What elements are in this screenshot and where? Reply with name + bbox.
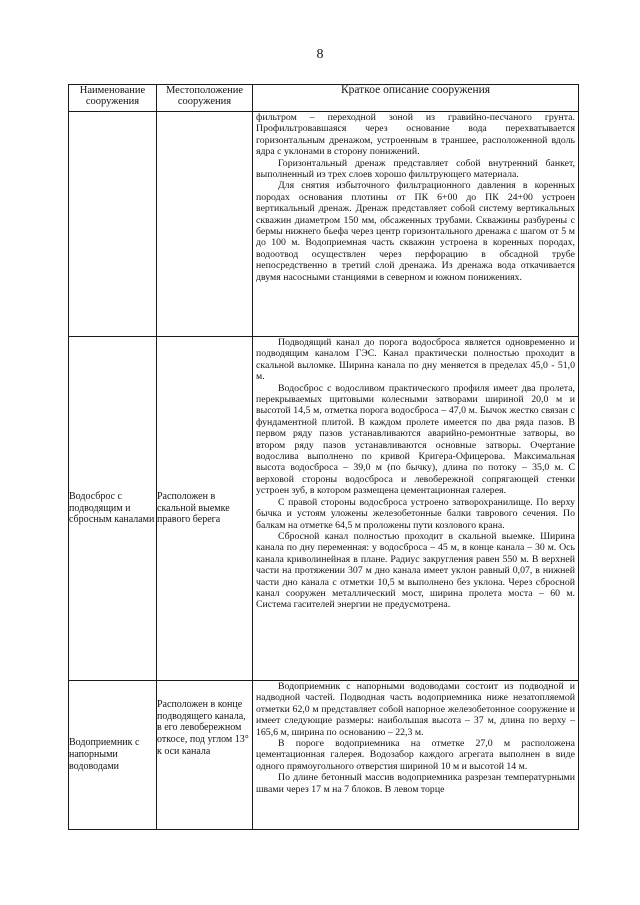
table-row [69,337,579,681]
table-row [69,681,579,830]
structure-description [253,337,579,681]
structure-description [253,112,579,337]
header-location: Местоположение сооружения [157,85,253,112]
description-paragraph: фильтром – переходной зоной из гравийно-песчаного грунта. Профильтровавшаяся через основание вода перехватывается горизонтальным дренажом, устроенным в траншее, расположенной вдоль ядра с уклонами в сторону понижений. [256,112,575,158]
structure-name [69,112,157,337]
description-paragraph: Горизонтальный дренаж представляет собой внутренний банкет, выполненный из трех слоев хорошо фильтрующего материала. [256,157,575,181]
description-paragraph: Сбросной канал полностью проходит в скальной выемке. Ширина канала по дну переменная: у водосброса – 45 м, в конце канала – 30 м. Ось канала криволинейная в плане. Радиус закругления равен 550 м. В верхней части на протяжении 307 м дно канала имеет уклон равный 0,07, в нижней части дно канала с отметки 10,5 м выполнено без уклона. Через сбросной канал сооружен металлический мост, ширина пролета моста – 60 м. Система гасителей энергии не предусмотрена. [256,530,575,611]
description-paragraph: Подводящий канал до порога водосброса является одновременно и подводящим каналом ГЭС. Канал практически полностью проходит в скальной выломке. Ширина канала по дну меняется в пределах 45,0 - 51,0 м. [256,337,575,383]
structure-location: Расположен в конце подводящего канала, в его левобережном откосе, под углом 13° к оси канала [157,681,253,830]
structure-location: Расположен в скальной выемке правого берега [157,337,253,681]
structure-name: Водосброс с подводящим и сбросным каналами [69,337,157,681]
description-paragraph: Для снятия избыточного фильтрационного давления в коренных породах основания плотины от ПК 6+00 до ПК 24+00 устроен вертикальный дренаж. Дренаж представляет собой систему вертикальных скважин диаметром 150 мм, обсаженных трубами. Скважины разбурены с бермы нижнего бьефа через центр горизонтального дренажа с шагом от 5 м до 100 м. Водоприемная часть скважин устроена в коренных породах, водоотвод осуществлен через перфорацию в обсадной трубе непосредственно в третий слой дренажа. Из дренажа вода откачивается двумя насосными станциями в северном и южном понижениях. [256,180,575,283]
description-paragraph: Водосброс с водосливом практического профиля имеет два пролета, перекрываемых щитовыми колесными затворами шириной 20,0 м и высотой 14,5 м, отметка порога водосброса – 47,0 м. Бычок жестко связан с фундаментной плитой. В каждом пролете имеется по два ряда пазов. В первом ряду пазов устанавливаются аварийно-ремонтные затворы, во втором ряду пазов устанавливаются основные затворы. Очертание водослива выполнено по кривой Кригера-Офицерова. Максимальная высота водосброса – 39,0 м (по бычку), длина по потоку – 35,0 м. С верховой стороны водосброса и левобережной сопрягающей стенки устроен зуб, в котором размещена цементационная галерея. [256,382,575,497]
table-header-row [69,85,579,112]
structure-location [157,112,253,337]
description-paragraph: Водоприемник с напорными водоводами состоит из подводной и надводной частей. Подводная часть водоприемника ниже незатопляемой отметки 62,0 м представляет собой напорное железобетонное сооружение и имеет следующие размеры: наибольшая высота – 37 м, длина по верху – 165,6 м, ширина по основанию – 22,3 м. [256,681,575,738]
structures-table [68,84,579,830]
description-paragraph: В пороге водоприемника на отметке 27,0 м расположена цементационная галерея. Водозабор каждого агрегата выполнен в виде одного прямоугольного отверстия шириной 10 м и высотой 14 м. [256,738,575,772]
page-number: 8 [316,47,324,62]
structure-name: Водоприемник с напорными водоводами [69,681,157,830]
structure-description [253,681,579,830]
header-name: Наименование сооружения [69,85,157,112]
header-description: Краткое описание сооружения [253,85,579,112]
description-paragraph: По длине бетонный массив водоприемника разрезан температурными швами через 17 м на 7 блоков. В левом торце [256,772,575,795]
description-paragraph: С правой стороны водосброса устроено затворохранилище. По верху бычка и устоям уложены железобетонные балки таврового сечения. По балкам на отметке 64,5 м проложены пути козлового крана. [256,496,575,531]
table-row [69,112,579,337]
